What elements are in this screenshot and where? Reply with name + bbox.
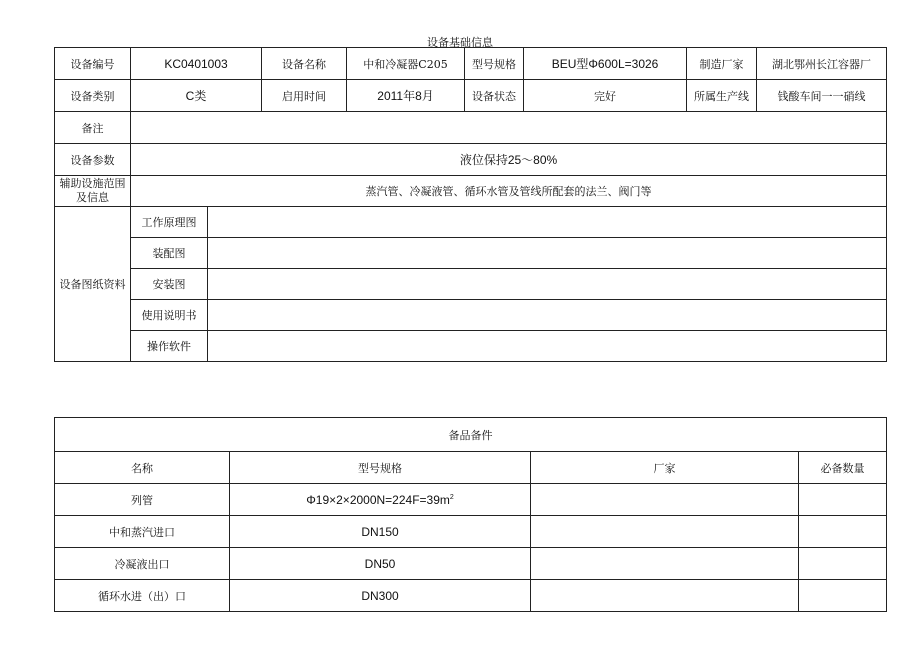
page-title: 设备基础信息 — [427, 36, 493, 49]
header-name: 名称 — [55, 452, 230, 484]
code-value: KC0401003 — [131, 48, 262, 80]
drawing-item-label: 装配图 — [131, 238, 208, 269]
header-qty: 必备数量 — [799, 452, 887, 484]
spare-model: DN300 — [230, 580, 531, 612]
spare-maker — [531, 484, 799, 516]
spare-maker — [531, 580, 799, 612]
spare-name: 循环水进（出）口 — [55, 580, 230, 612]
drawing-item-value — [208, 238, 887, 269]
name-value: 中和冷凝器C205 — [347, 48, 465, 80]
spare-name: 冷凝液出口 — [55, 548, 230, 580]
param-label: 设备参数 — [55, 144, 131, 176]
drawing-item-label: 操作软件 — [131, 331, 208, 362]
spare-name: 列管 — [55, 484, 230, 516]
spare-maker — [531, 516, 799, 548]
spare-model: DN50 — [230, 548, 531, 580]
spare-qty — [799, 484, 887, 516]
spare-model — [230, 484, 531, 516]
model-value: BEU型Φ600L=3026 — [524, 48, 687, 80]
drawing-item-value — [208, 331, 887, 362]
table-row — [55, 548, 887, 580]
status-label: 设备状态 — [465, 80, 524, 112]
start-label: 启用时间 — [262, 80, 347, 112]
drawing-item-value — [208, 269, 887, 300]
start-value: 2011年8月 — [347, 80, 465, 112]
remark-label: 备注 — [55, 112, 131, 144]
drawing-label: 设备图纸资料 — [55, 207, 131, 362]
aux-label: 辅助设施范围及信息 — [55, 176, 131, 207]
type-label: 设备类别 — [55, 80, 131, 112]
remark-value — [131, 112, 887, 144]
spare-qty — [799, 516, 887, 548]
aux-value: 蒸汽管、冷凝液管、循环水管及管线所配套的法兰、阀门等 — [131, 176, 887, 207]
spare-model-text: Φ19×2×2000N=224F=39m — [306, 492, 450, 507]
spare-qty — [799, 548, 887, 580]
type-value: C类 — [131, 80, 262, 112]
spare-name: 中和蒸汽进口 — [55, 516, 230, 548]
table-row — [55, 516, 887, 548]
drawing-item-label: 使用说明书 — [131, 300, 208, 331]
spare-maker — [531, 548, 799, 580]
maker-label: 制造厂家 — [687, 48, 757, 80]
drawing-item-value — [208, 207, 887, 238]
header-model: 型号规格 — [230, 452, 531, 484]
maker-value: 湖北鄂州长江容器厂 — [757, 48, 887, 80]
line-label: 所属生产线 — [687, 80, 757, 112]
equipment-basic-table — [54, 47, 887, 362]
drawing-item-label: 安装图 — [131, 269, 208, 300]
name-label: 设备名称 — [262, 48, 347, 80]
header-maker: 厂家 — [531, 452, 799, 484]
model-label: 型号规格 — [465, 48, 524, 80]
param-value: 液位保持25～80% — [131, 144, 887, 176]
spare-parts-table — [54, 417, 887, 612]
drawing-item-value — [208, 300, 887, 331]
drawing-item-label: 工作原理图 — [131, 207, 208, 238]
spares-title: 备品备件 — [55, 418, 887, 452]
spare-qty — [799, 580, 887, 612]
table-row — [55, 484, 887, 516]
spare-model: DN150 — [230, 516, 531, 548]
code-label: 设备编号 — [55, 48, 131, 80]
line-value: 钱酸车间一一硝线 — [757, 80, 887, 112]
spare-model-sup: 2 — [449, 493, 454, 501]
table-row — [55, 580, 887, 612]
status-value: 完好 — [524, 80, 687, 112]
